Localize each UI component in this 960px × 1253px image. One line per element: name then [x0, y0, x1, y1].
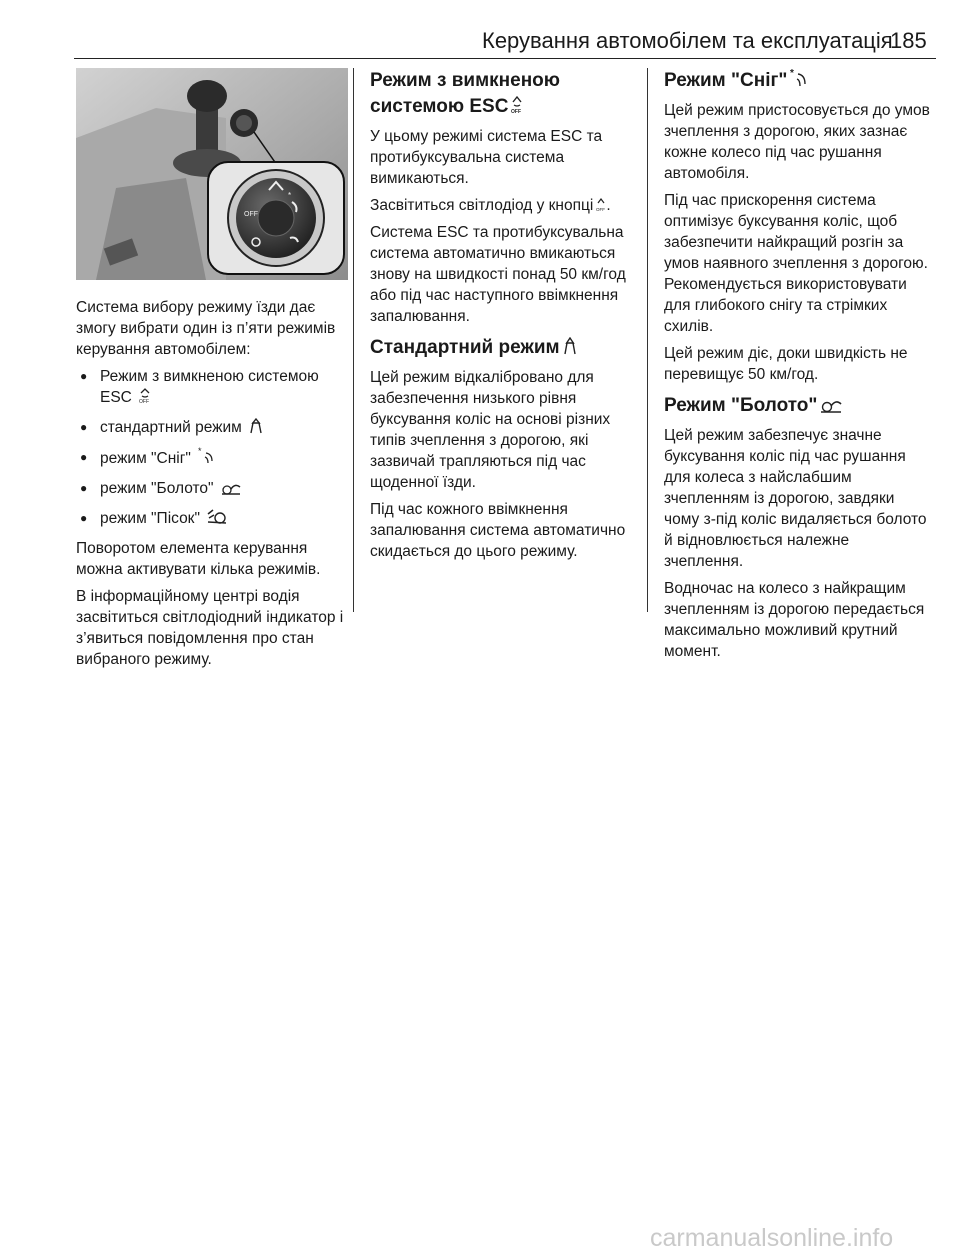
- svg-text:*: *: [198, 447, 202, 456]
- column-2: [370, 68, 632, 568]
- paragraph-standard-1: Цей режим відкалібровано для забезпечення низького рівня буксування коліс на основі різних типів зчеплення з дорогою, які зазвичай трапляються під час щоденної їзди.: [370, 369, 611, 491]
- column-1: [76, 68, 348, 676]
- list-item-esc-off: ● Режим з вимкненою системою ESC OFF: [76, 366, 348, 408]
- svg-text:OFF: OFF: [511, 109, 522, 114]
- list-item-standard: ● стандартний режим: [76, 417, 348, 438]
- mode-list: [76, 366, 348, 529]
- column-3: [664, 68, 932, 668]
- header-rule: [74, 58, 936, 59]
- paragraph-rotate-control: Поворотом елемента керування можна активувати кілька режимів.: [76, 540, 321, 578]
- esc-off-icon: [596, 198, 606, 212]
- paragraph-esc-off-2: Засвітиться світлодіод у кнопці OFF .: [370, 197, 611, 214]
- sand-mode-icon: [207, 509, 227, 525]
- svg-text:OFF: OFF: [139, 399, 150, 404]
- svg-text:OFF: OFF: [244, 211, 258, 218]
- list-item-snow: ● режим "Сніг" *: [76, 447, 348, 469]
- heading-mud-mode: Режим "Болото": [664, 393, 932, 419]
- page-number: 185: [890, 28, 927, 53]
- mud-mode-icon: [221, 481, 241, 495]
- column-divider-2: [647, 68, 648, 612]
- esc-off-icon: [139, 388, 151, 404]
- paragraph-mud-1: Цей режим забезпечує значне буксування коліс під час рушання для колеса з найслабшим зчепленням із дорогою, завдяки чому з-під коліс видаляється болото й відновлюється належне зчеплення.: [664, 427, 927, 570]
- paragraph-snow-3: Цей режим діє, доки швидкість не перевищує 50 км/год.: [664, 345, 908, 383]
- running-header-title: Керування автомобілем та експлуатація: [482, 28, 893, 53]
- snow-mode-icon: [790, 68, 810, 88]
- standard-mode-icon: [563, 337, 577, 355]
- watermark-text: carmanualsonline.info: [650, 1224, 894, 1252]
- esc-off-icon: [511, 96, 523, 114]
- heading-esc-off: Режим з вимкненою системою ESC OFF: [370, 70, 560, 117]
- list-item-mud: ● режим "Болото": [76, 478, 348, 499]
- paragraph-mud-2: Водночас на колесо з найкращим зчепленням із дорогою передається максимально можливий крутний момент.: [664, 580, 925, 660]
- column-divider-1: [353, 68, 354, 612]
- mud-mode-icon: [820, 397, 842, 413]
- heading-snow-mode: Режим "Сніг" *: [664, 68, 932, 94]
- paragraph-snow-2: Під час прискорення система оптимізує буксування коліс, щоб забезпечити найкращий розгін за умов наявного зчеплення з дорогою. Рекомендується використовувати для глибокого снігу та стрімких схилів.: [664, 192, 928, 335]
- paragraph-esc-off-1: У цьому режимі система ESC та протибуксувальна система вимикаються.: [370, 128, 603, 187]
- intro-paragraph: Система вибору режиму їзди дає змогу вибрати один із п’яти режимів керування автомобілем:: [76, 299, 336, 358]
- paragraph-esc-off-3: Система ESC та протибуксувальна система автоматично вмикаються знову на швидкості понад 50 км/год або під час наступного ввімкнення запалювання.: [370, 224, 626, 325]
- list-item-sand: ● режим "Пісок": [76, 508, 348, 529]
- standard-mode-icon: [249, 418, 263, 434]
- svg-text:OFF: OFF: [596, 207, 606, 212]
- paragraph-info-center: В інформаційному центрі водія засвітиться світлодіодний індикатор і з’явиться повідомлення про стан вибраного режиму.: [76, 588, 344, 668]
- heading-standard-mode: Стандартний режим: [370, 335, 632, 361]
- snow-mode-icon: [198, 447, 216, 465]
- drive-mode-selector-photo: [76, 68, 348, 280]
- page-header: [0, 0, 960, 60]
- svg-text:*: *: [790, 68, 795, 79]
- svg-text:*: *: [288, 191, 292, 200]
- paragraph-snow-1: Цей режим пристосовується до умов зчеплення з дорогою, яких зазнає кожне колесо під час рушання автомобіля.: [664, 102, 930, 182]
- paragraph-standard-2: Під час кожного ввімкнення запалювання система автоматично скидається до цього режиму.: [370, 501, 626, 560]
